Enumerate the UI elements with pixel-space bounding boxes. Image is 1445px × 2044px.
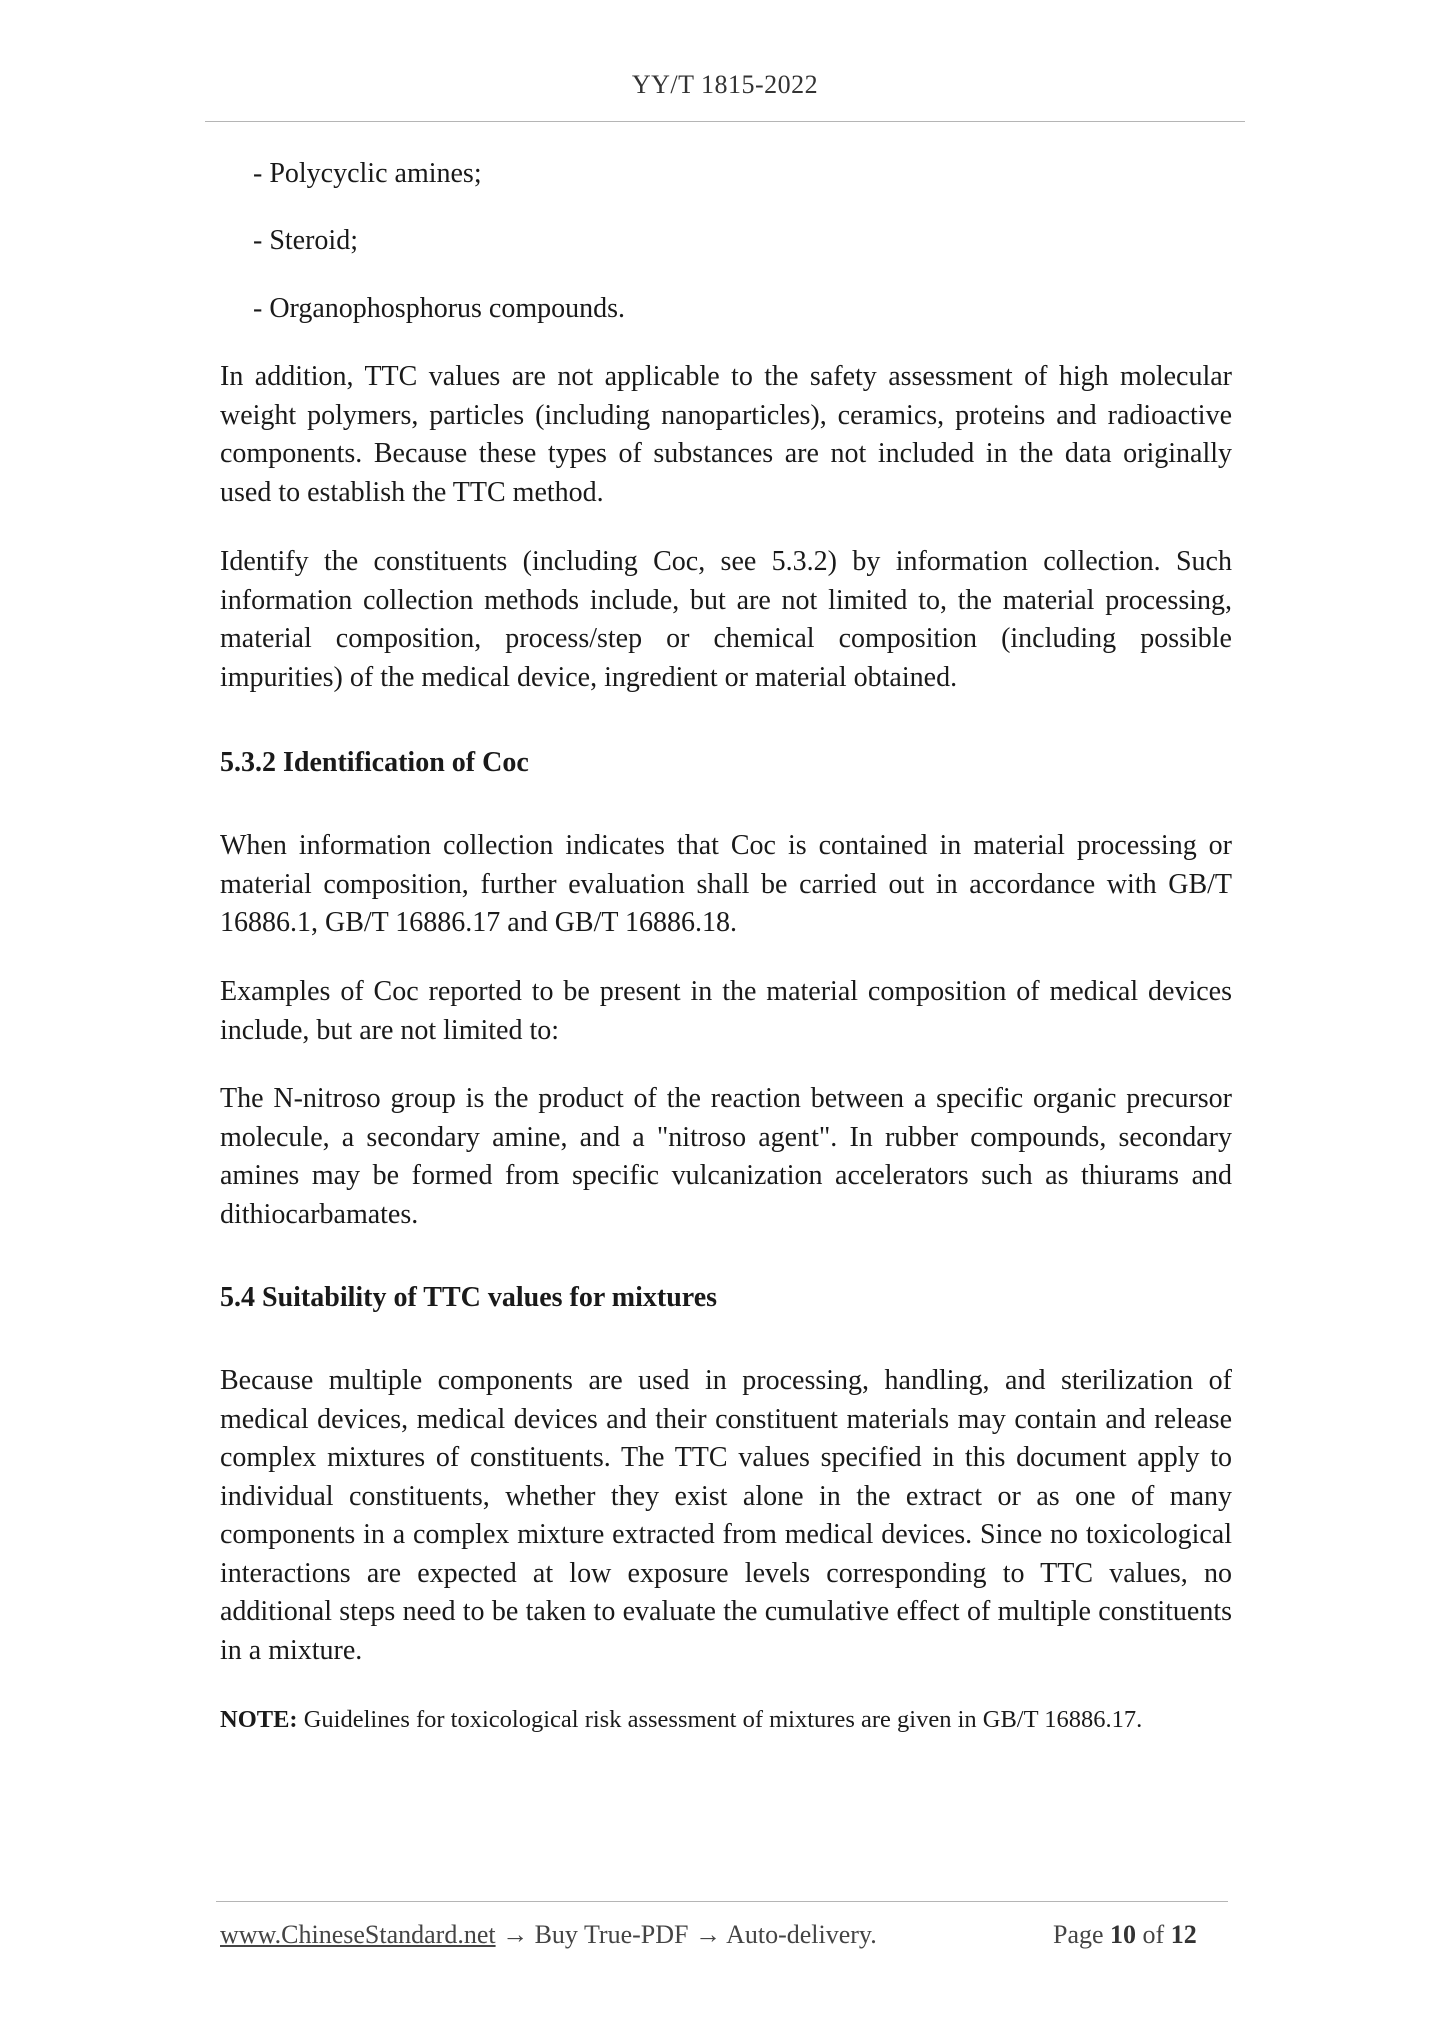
arrow-right-icon: →: [695, 1920, 721, 1949]
section-heading-5-4: 5.4 Suitability of TTC values for mixtures: [220, 1282, 718, 1313]
section-heading-5-3-2: 5.3.2 Identification of Coc: [220, 747, 529, 778]
paragraph-coc-examples: Examples of Coc reported to be present in the material composition of medical devices include, but are not limited to:: [220, 976, 1232, 1046]
paragraph-mixtures: Because multiple components are used in processing, handling, and sterilization of medical devices, medical devices and their constituent materials may contain and release complex mixtures of constituents. The TTC values specified in this document apply to individual constituents, whether they exist alone in the extract or as one of many components in a complex mixture extracted from medical devices. Since no toxicological interactions are expected at low exposure levels corresponding to TTC values, no additional steps need to be taken to evaluate the cumulative effect of multiple constituents in a mixture.: [220, 1365, 1232, 1666]
arrow-right-icon: →: [502, 1920, 529, 1949]
bullet-polycyclic-amines: - Polycyclic amines;: [253, 158, 482, 189]
bullet-steroid: - Steroid;: [253, 225, 358, 256]
note-text: Guidelines for toxicological risk assessment of mixtures are given in GB/T 16886.17.: [297, 1706, 1143, 1733]
header-divider: [205, 121, 1245, 122]
footer-promo: [220, 1920, 877, 1950]
note-label: NOTE:: [220, 1706, 298, 1733]
paragraph-ttc-not-applicable: In addition, TTC values are not applicable to the safety assessment of high molecular weight polymers, particles (including nanoparticles), ceramics, proteins and radioactive components. Because these types of substances are not included in the data originally used to establish the TTC method.: [220, 361, 1232, 508]
website-link[interactable]: www.ChineseStandard.net: [220, 1920, 496, 1949]
page-number: [1053, 1920, 1197, 1950]
page-total: 12: [1170, 1920, 1197, 1949]
paragraph-coc-evaluation: When information collection indicates that Coc is contained in material processing or material composition, further evaluation shall be carried out in accordance with GB/T 16886.1, GB/T 16886.17 and GB/T 16886.18.: [220, 830, 1232, 938]
page-current: 10: [1110, 1920, 1137, 1949]
note-mixtures-guidelines: [220, 1703, 1232, 1737]
bullet-organophosphorus: - Organophosphorus compounds.: [253, 293, 626, 324]
of-label: of: [1136, 1920, 1171, 1949]
paragraph-identify-constituents: Identify the constituents (including Coc, see 5.3.2) by information collection. Such information collection methods include, but are not limited to, the material processing, material composition, process/step or chemical composition (including possible impurities) of the medical device, ingredient or material obtained.: [220, 546, 1232, 693]
page-label: Page: [1053, 1920, 1111, 1949]
footer-delivery-text: Auto-delivery.: [721, 1920, 877, 1949]
paragraph-n-nitroso: The N-nitroso group is the product of the reaction between a specific organic precursor molecule, a secondary amine, and a "nitroso agent". In rubber compounds, secondary amines may be formed from specific vulcanization accelerators such as thiurams and dithiocarbamates.: [220, 1083, 1232, 1230]
footer-buy-text: Buy True-PDF: [528, 1920, 695, 1949]
footer-divider: [216, 1901, 1228, 1902]
document-header-id: YY/T 1815-2022: [631, 70, 819, 99]
